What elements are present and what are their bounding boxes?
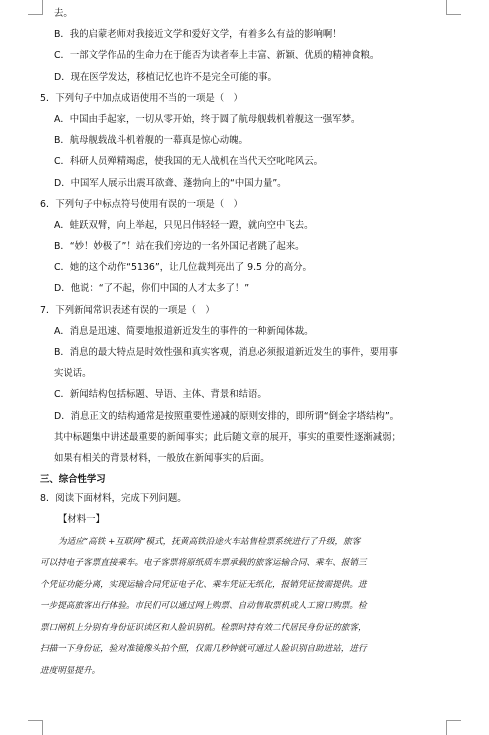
- corner-mark-bottom-left: [28, 720, 43, 735]
- material-paragraph-line: 扫描一下身份证，验对准镜像头拍个照，仅需几秒钟就可通过人脸识别自助进站，进行: [40, 644, 367, 655]
- material-paragraph-line: 个凭证功能分离，实现运输合同凭证电子化、乘车凭证无纸化，报销凭证按需提供。进: [40, 579, 367, 590]
- text-line: 去。: [54, 8, 73, 19]
- question-5: 5．下列句子中加点成语使用不当的一项是（ ）: [40, 92, 243, 104]
- question-7: 7．下列新闻常识表述有误的一项是（ ）: [40, 304, 215, 316]
- corner-mark-bottom-right: [446, 720, 461, 735]
- q6-option-d: D．他说：“了不起，你们中国的人才太多了！”: [54, 283, 250, 295]
- q7-option-d-cont-1: 其中标题集中讲述最重要的新闻事实；此后随文章的展开，事实的重要性逐渐减弱；: [54, 431, 401, 443]
- material-paragraph-line: 可以持电子客票直接乘车。电子客票将原纸质车票承载的旅客运输合同、乘车、报销三: [40, 558, 367, 569]
- q7-option-b-cont: 实说话。: [54, 368, 92, 380]
- material-paragraph-line: 票口闸机上分别有身份证识读区和人脸识别机。检票时持有效二代居民身份证的旅客，: [40, 622, 367, 633]
- material-paragraph-line: 进度明显提升。: [40, 666, 101, 677]
- q5-option-c: C．科研人员殚精竭虑，使我国的无人战机在当代天空叱咤风云。: [54, 156, 324, 168]
- q6-option-b: B．“妙！妙极了”！站在我们旁边的一名外国记者跳了起来。: [54, 241, 305, 253]
- q7-option-c: C．新闻结构包括标题、导语、主体、背景和结语。: [54, 389, 267, 401]
- q7-option-d: D．消息正文的结构通常是按照重要性递减的原则安排的，即所谓“倒金字塔结构”。: [54, 410, 400, 422]
- q5-option-d: D．中国军人展示出震耳欲聋、蓬勃向上的“中国力量”。: [54, 177, 287, 189]
- q5-option-a: A．中国由手起家，一切从零开始，终于圆了航母舰载机着舰这一强军梦。: [54, 113, 361, 125]
- q7-option-b: B．消息的最大特点是时效性强和真实客观，消息必须报道新近发生的事件，要用事: [54, 347, 398, 358]
- q7-option-a: A．消息是迅速、简要地报道新近发生的事件的一种新闻体裁。: [54, 325, 314, 337]
- material-title: 【材料一】: [58, 514, 105, 526]
- question-8: 8．阅读下面材料，完成下列问题。: [40, 493, 187, 505]
- material-paragraph-line: 一步提高旅客出行体验。市民们可以通过网上购票、自动售取票机或人工窗口购票。检: [40, 601, 367, 612]
- section-heading: 三、综合性学习: [40, 474, 106, 486]
- material-paragraph-line: 为适应“高铁 +互联网”模式，抚黄高铁沿途火车站售检票系统进行了升级，旅客: [58, 536, 361, 547]
- q6-option-a: A．蛙跃双臂，向上举起，只见吕伟轻轻一蹬，就向空中飞去。: [54, 219, 314, 231]
- question-6: 6．下列句子中标点符号使用有误的一项是（ ）: [40, 198, 243, 210]
- q5-option-b: B．航母舰载战斗机着舰的一幕真是惊心动魄。: [54, 135, 248, 147]
- q6-option-c: C．她的这个动作“5136”，让几位裁判亮出了 9.5 分的高分。: [54, 262, 312, 274]
- option-b: B．我的启蒙老师对我接近文学和爱好文学，有着多么有益的影响啊！: [54, 29, 342, 41]
- option-d: D．现在医学发达，移植记忆也许不是完全可能的事。: [54, 71, 277, 83]
- option-c: C．一部文学作品的生命力在于能否为读者奉上丰富、新颖、优质的精神食粮。: [54, 50, 380, 62]
- document-content: [40, 8, 450, 687]
- q7-option-d-cont-2: 如果有相关的背景材料，一般放在新闻事实的后面。: [54, 452, 270, 464]
